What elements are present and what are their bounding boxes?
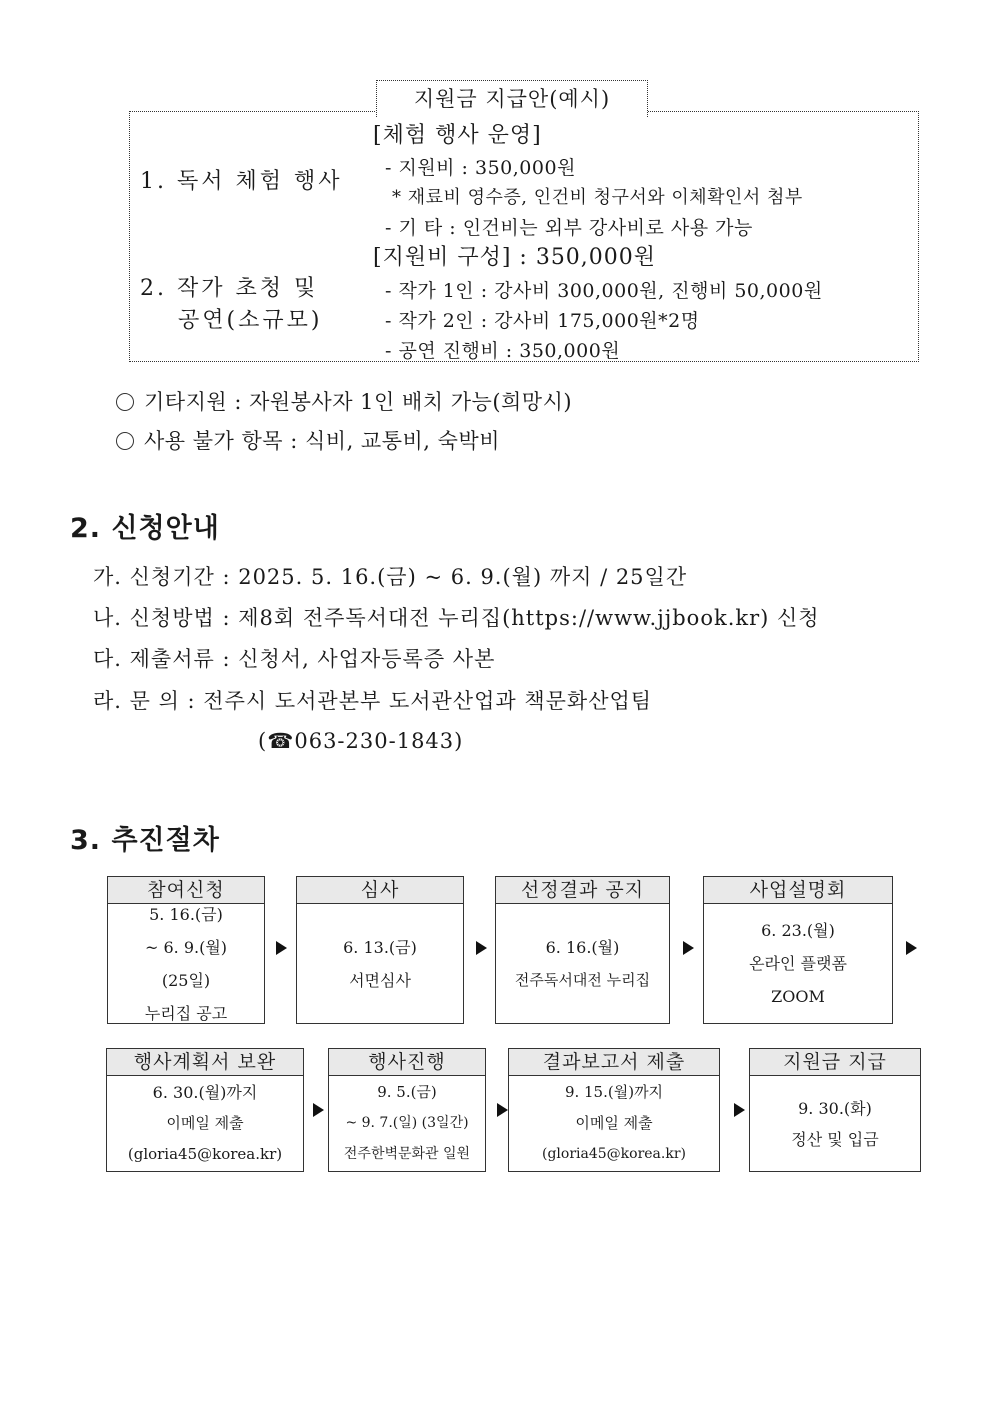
step-line: 6. 13.(금) — [343, 937, 417, 957]
arrow-right-icon — [276, 941, 287, 955]
step-line: 6. 16.(월) — [545, 937, 620, 957]
step-header: 행사진행 — [329, 1049, 485, 1076]
row1-line-2: * 재료비 영수증, 인건비 청구서와 이체확인서 첨부 — [392, 187, 803, 208]
step-header: 선정결과 공지 — [496, 877, 669, 904]
step-line: 이메일 제출 — [166, 1114, 244, 1132]
step-line: (25일) — [161, 970, 211, 990]
arrow-right-icon — [476, 941, 487, 955]
step-line: 정산 및 입금 — [791, 1129, 879, 1149]
bullet-other-support — [116, 386, 572, 416]
step-line: 전주독서대전 누리집 — [514, 970, 651, 989]
circle-bullet-icon — [116, 393, 134, 411]
step-line: ~ 9. 7.(일) (3일간) — [345, 1115, 469, 1131]
step-announcement — [495, 876, 670, 1024]
step-line: 6. 30.(월)까지 — [152, 1083, 258, 1102]
step-line: 5. 16.(금) — [149, 904, 223, 924]
row2-label-1: 2. 작가 초청 및 — [140, 276, 319, 301]
info-phone: (☎063-230-1843) — [258, 729, 464, 753]
step-line: (gloria45@korea.kr) — [542, 1146, 686, 1162]
step-briefing — [703, 876, 893, 1024]
row1-line-0: [체험 행사 운영] — [373, 123, 542, 148]
step-line: 이메일 제출 — [575, 1114, 653, 1132]
arrow-right-icon — [906, 941, 917, 955]
bullet-text: 기타지원 : 자원봉사자 1인 배치 가능(희망시) — [144, 390, 573, 414]
arrow-right-icon — [497, 1103, 508, 1117]
step-plan-revision — [106, 1048, 304, 1172]
circle-bullet-icon — [116, 432, 134, 450]
step-line: 9. 5.(금) — [377, 1083, 437, 1101]
row1-line-1: - 지원비 : 350,000원 — [385, 157, 576, 179]
row2-line-3: - 공연 진행비 : 350,000원 — [385, 340, 621, 362]
step-header: 행사계획서 보완 — [107, 1049, 303, 1076]
step-header: 심사 — [297, 877, 463, 904]
info-documents: 다. 제출서류 : 신청서, 사업자등록증 사본 — [93, 647, 496, 671]
step-line: ~ 6. 9.(월) — [144, 937, 228, 957]
step-payment — [749, 1048, 921, 1172]
info-period: 가. 신청기간 : 2025. 5. 16.(금) ~ 6. 9.(월) 까지 / 25일간 — [93, 565, 688, 589]
info-contact: 라. 문 의 : 전주시 도서관본부 도서관산업과 책문화산업팀 — [93, 689, 653, 713]
section2-title: 2. 신청안내 — [70, 513, 220, 544]
step-header: 결과보고서 제출 — [509, 1049, 719, 1076]
step-report — [508, 1048, 720, 1172]
row1-line-3: - 기 타 : 인건비는 외부 강사비로 사용 가능 — [385, 217, 753, 239]
arrow-right-icon — [683, 941, 694, 955]
step-line: 9. 30.(화) — [798, 1098, 872, 1118]
step-line: 6. 23.(월) — [761, 921, 835, 940]
row2-label-2: 공연(소규모) — [178, 308, 323, 333]
bullet-unavailable-items — [116, 425, 500, 455]
row1-label: 1. 독서 체험 행사 — [140, 169, 343, 194]
step-line: 누리집 공고 — [144, 1003, 228, 1023]
step-line: 서면심사 — [349, 970, 411, 990]
section3-title: 3. 추진절차 — [70, 825, 220, 856]
row2-line-1: - 작가 1인 : 강사비 300,000원, 진행비 50,000원 — [385, 280, 823, 302]
step-header: 사업설명회 — [704, 877, 892, 904]
step-review — [296, 876, 464, 1024]
step-header: 참여신청 — [108, 877, 264, 904]
step-line: 9. 15.(월)까지 — [564, 1083, 664, 1101]
step-header: 지원금 지급 — [750, 1049, 920, 1076]
bullet-text: 사용 불가 항목 : 식비, 교통비, 숙박비 — [144, 429, 500, 453]
row2-line-2: - 작가 2인 : 강사비 175,000원*2명 — [385, 310, 700, 332]
arrow-right-icon — [313, 1103, 324, 1117]
step-event — [328, 1048, 486, 1172]
step-line: 전주한벽문화관 일원 — [343, 1146, 471, 1162]
step-apply — [107, 876, 265, 1024]
step-line: ZOOM — [771, 987, 825, 1006]
info-method: 나. 신청방법 : 제8회 전주독서대전 누리집(https://www.jjbook.kr) 신청 — [93, 606, 820, 630]
step-line: 온라인 플랫폼 — [749, 954, 847, 973]
arrow-right-icon — [734, 1103, 745, 1117]
step-line: (gloria45@korea.kr) — [127, 1145, 283, 1163]
support-box-title: 지원금 지급안(예시) — [376, 80, 648, 117]
row2-line-0: [지원비 구성] : 350,000원 — [373, 245, 657, 270]
support-table — [129, 111, 919, 362]
